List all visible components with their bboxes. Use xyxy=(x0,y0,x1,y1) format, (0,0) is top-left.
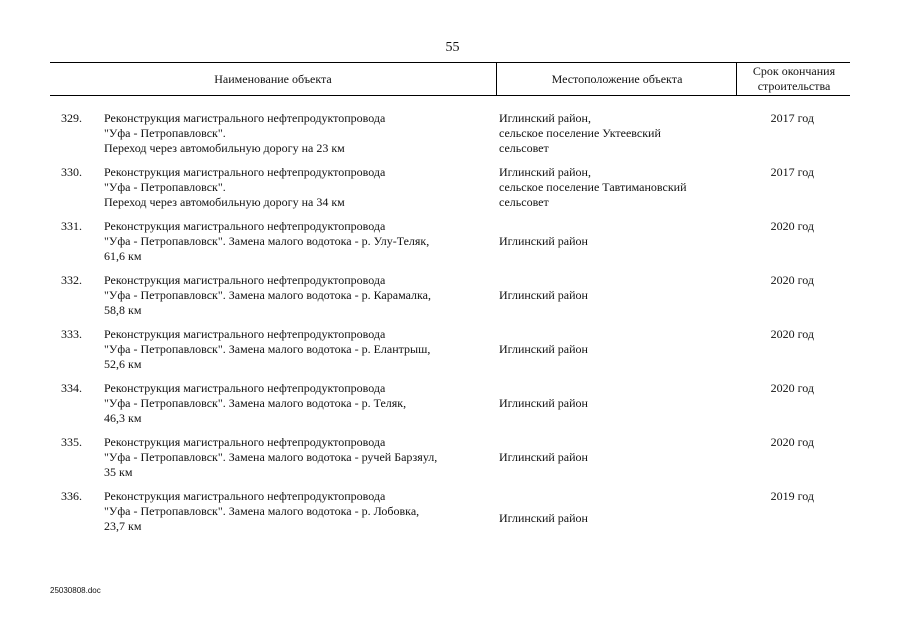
row-number: 335. xyxy=(61,435,82,449)
row-object-location: Иглинский район xyxy=(499,234,588,248)
row-completion-term: 2019 год xyxy=(770,489,814,503)
header-object-name: Наименование объекта xyxy=(214,71,332,86)
table-row xyxy=(50,435,850,489)
table-row xyxy=(50,381,850,435)
row-object-location: Иглинский район, сельское поселение Тавтимановский сельсовет xyxy=(499,165,687,209)
row-object-name: Реконструкция магистрального нефтепродуктопровода "Уфа - Петропавловск". Переход через автомобильную дорогу на 34 км xyxy=(104,165,386,209)
row-completion-term: 2020 год xyxy=(770,219,814,233)
row-object-location: Иглинский район xyxy=(499,396,588,410)
row-object-location: Иглинский район xyxy=(499,450,588,464)
row-number: 336. xyxy=(61,489,82,503)
table-header xyxy=(50,62,850,96)
row-completion-term: 2020 год xyxy=(770,327,814,341)
table-row xyxy=(50,327,850,381)
page-number: 55 xyxy=(445,40,460,55)
row-number: 331. xyxy=(61,219,82,233)
row-object-name: Реконструкция магистрального нефтепродуктопровода "Уфа - Петропавловск". Замена малого водотока - ручей Барзяул, 35 км xyxy=(104,435,438,479)
row-completion-term: 2020 год xyxy=(770,435,814,449)
row-object-location: Иглинский район xyxy=(499,511,588,525)
row-object-name: Реконструкция магистрального нефтепродуктопровода "Уфа - Петропавловск". Замена малого водотока - р. Теляк, 46,3 км xyxy=(104,381,407,425)
row-object-location: Иглинский район xyxy=(499,342,588,356)
row-object-location: Иглинский район xyxy=(499,288,588,302)
row-completion-term: 2020 год xyxy=(770,273,814,287)
document-file-code: 25030808.doc xyxy=(50,586,101,595)
table-row xyxy=(50,219,850,273)
row-object-name: Реконструкция магистрального нефтепродуктопровода "Уфа - Петропавловск". Переход через автомобильную дорогу на 23 км xyxy=(104,111,386,155)
row-completion-term: 2020 год xyxy=(770,381,814,395)
row-number: 329. xyxy=(61,111,82,125)
header-term-line2: строительства xyxy=(757,79,831,93)
table-row xyxy=(50,165,850,219)
row-object-name: Реконструкция магистрального нефтепродуктопровода "Уфа - Петропавловск". Замена малого водотока - р. Елантрыш, 52,6 км xyxy=(104,327,431,371)
row-completion-term: 2017 год xyxy=(770,111,814,125)
header-object-location: Местоположение объекта xyxy=(496,63,737,95)
row-number: 334. xyxy=(61,381,82,395)
table-row xyxy=(50,489,850,543)
row-object-name: Реконструкция магистрального нефтепродуктопровода "Уфа - Петропавловск". Замена малого водотока - р. Карамалка, 58,8 км xyxy=(104,273,431,317)
row-number: 330. xyxy=(61,165,82,179)
table-row xyxy=(50,111,850,165)
row-number: 332. xyxy=(61,273,82,287)
row-object-name: Реконструкция магистрального нефтепродуктопровода "Уфа - Петропавловск". Замена малого водотока - р. Лобовка, 23,7 км xyxy=(104,489,420,533)
header-completion-term xyxy=(736,63,851,95)
row-object-location: Иглинский район, сельское поселение Уктеевский сельсовет xyxy=(499,111,661,155)
header-term-line1: Срок окончания xyxy=(752,64,836,78)
row-object-name: Реконструкция магистрального нефтепродуктопровода "Уфа - Петропавловск". Замена малого водотока - р. Улу-Теляк, 61,6 км xyxy=(104,219,430,263)
row-number: 333. xyxy=(61,327,82,341)
table-row xyxy=(50,273,850,327)
table-body xyxy=(50,111,850,543)
row-completion-term: 2017 год xyxy=(770,165,814,179)
